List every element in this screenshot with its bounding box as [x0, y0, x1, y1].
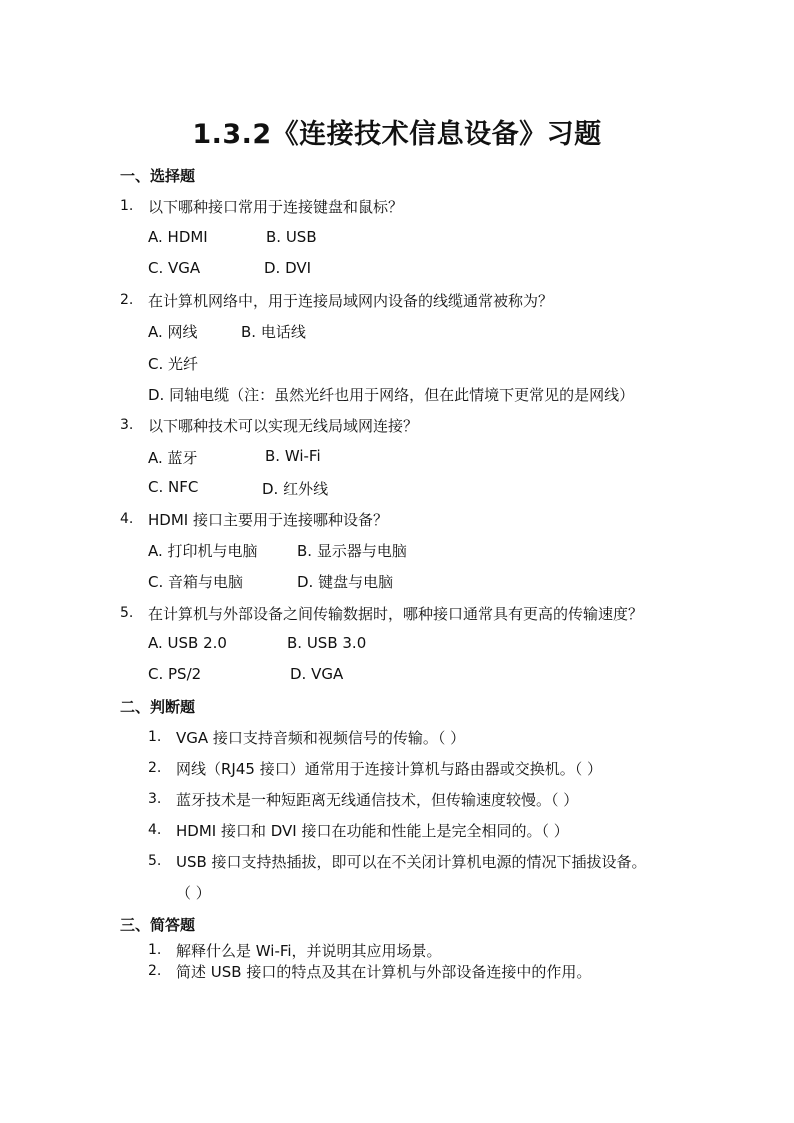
question-text: 在计算机与外部设备之间传输数据时，哪种接口通常具有更高的传输速度？ — [148, 605, 644, 623]
item-text: 蓝牙技术是一种短距离无线通信技术，但传输速度较慢。（ ） — [176, 791, 579, 809]
question-number: 2. — [120, 292, 134, 308]
option-c: C. NFC — [148, 478, 199, 496]
item-text-continued: （ ） — [176, 884, 211, 902]
option-a: A. USB 2.0 — [148, 634, 227, 652]
item-number: 3. — [148, 791, 162, 807]
item-text: VGA 接口支持音频和视频信号的传输。（ ） — [176, 729, 466, 747]
item-text: USB 接口支持热插拔，即可以在不关闭计算机电源的情况下插拔设备。 — [176, 853, 647, 871]
item-text: HDMI 接口和 DVI 接口在功能和性能上是完全相同的。（ ） — [176, 822, 569, 840]
option-b: B. 显示器与电脑 — [297, 542, 407, 560]
item-number: 1. — [148, 729, 162, 745]
option-b: B. 电话线 — [241, 323, 306, 341]
option-d: D. DVI — [264, 259, 312, 277]
section-heading-short-answer: 三、简答题 — [120, 916, 196, 934]
item-text: 简述 USB 接口的特点及其在计算机与外部设备连接中的作用。 — [176, 963, 592, 981]
option-c: C. 音箱与电脑 — [148, 573, 244, 591]
page-title: 1.3.2《连接技术信息设备》习题 — [192, 119, 602, 150]
item-number: 2. — [148, 760, 162, 776]
section-heading-judgment: 二、判断题 — [120, 698, 196, 716]
section-heading-choice: 一、选择题 — [120, 167, 196, 185]
option-b: B. Wi-Fi — [265, 447, 321, 465]
option-c: C. 光纤 — [148, 355, 199, 373]
question-text: 以下哪种接口常用于连接键盘和鼠标？ — [148, 198, 404, 216]
option-b: B. USB — [266, 228, 317, 246]
option-a: A. HDMI — [148, 228, 208, 246]
option-c: C. VGA — [148, 259, 201, 277]
option-d: D. 红外线 — [262, 480, 329, 498]
item-number: 5. — [148, 853, 162, 869]
option-d: D. 键盘与电脑 — [297, 573, 394, 591]
item-number: 2. — [148, 963, 162, 979]
item-number: 4. — [148, 822, 162, 838]
question-number: 5. — [120, 605, 134, 621]
item-number: 1. — [148, 942, 162, 958]
item-text: 网线（RJ45 接口）通常用于连接计算机与路由器或交换机。（ ） — [176, 760, 602, 778]
item-text: 解释什么是 Wi-Fi，并说明其应用场景。 — [176, 942, 442, 960]
question-text: 在计算机网络中，用于连接局域网内设备的线缆通常被称为？ — [148, 292, 554, 310]
option-b: B. USB 3.0 — [287, 634, 367, 652]
question-number: 4. — [120, 511, 134, 527]
option-a: A. 打印机与电脑 — [148, 542, 258, 560]
option-a: A. 网线 — [148, 323, 198, 341]
option-d: D. VGA — [290, 665, 344, 683]
option-c: C. PS/2 — [148, 665, 202, 683]
question-text: HDMI 接口主要用于连接哪种设备？ — [148, 511, 388, 529]
question-number: 3. — [120, 417, 134, 433]
question-number: 1. — [120, 198, 134, 214]
question-text: 以下哪种技术可以实现无线局域网连接？ — [148, 417, 419, 435]
option-a: A. 蓝牙 — [148, 449, 198, 467]
option-d: D. 同轴电缆（注：虽然光纤也用于网络，但在此情境下更常见的是网线） — [148, 386, 635, 404]
